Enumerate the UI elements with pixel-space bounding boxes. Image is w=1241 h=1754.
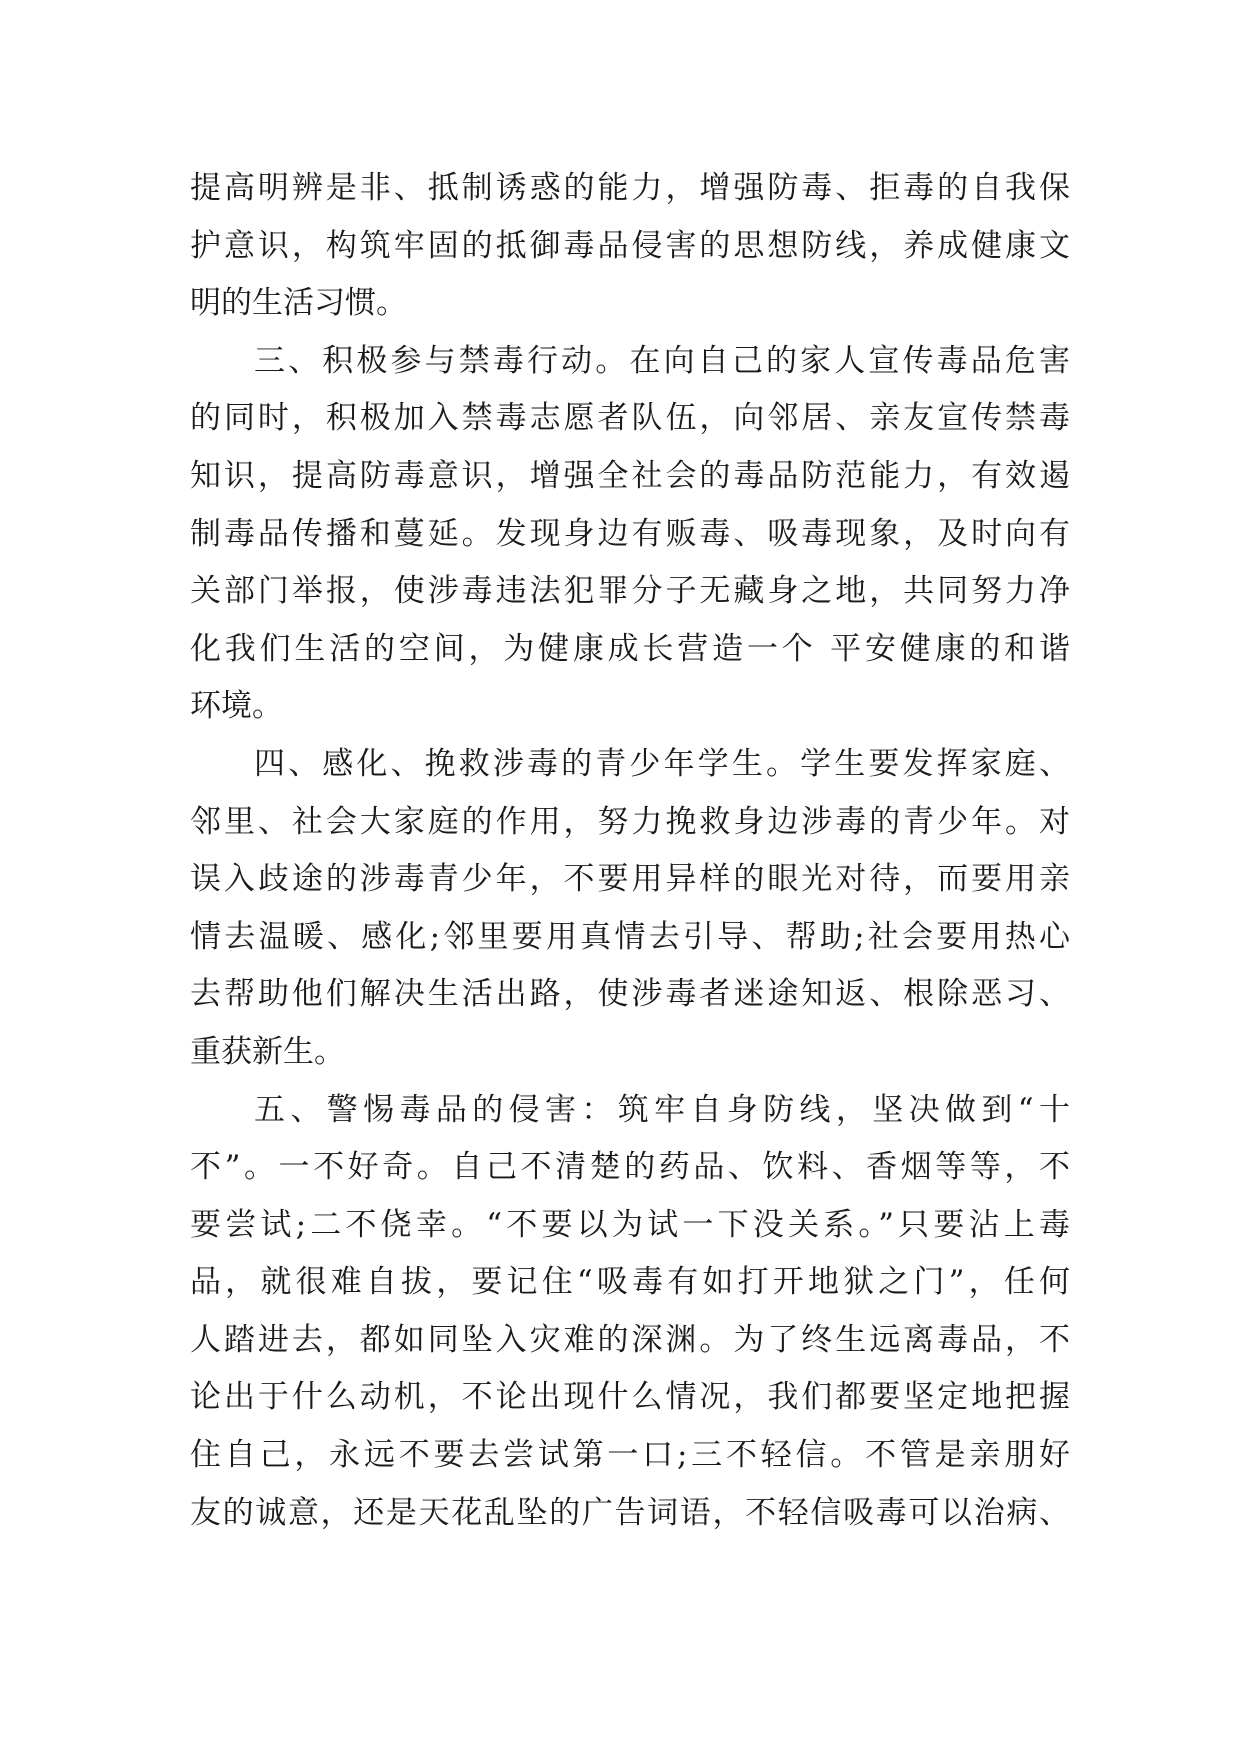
text-line: 误入歧途的涉毒青少年，不要用异样的眼光对待，而要用亲 <box>190 861 1070 898</box>
text-line: 要尝试;二不侥幸。“不要以为试一下没关系。”只要沾上毒 <box>190 1206 1070 1243</box>
paragraph-start-line: 五、警惕毒品的侵害：筑牢自身防线，坚决做到“十 <box>254 1091 1070 1128</box>
text-line: 知识，提高防毒意识，增强全社会的毒品防范能力，有效遏 <box>190 457 1070 494</box>
text-line: 的同时，积极加入禁毒志愿者队伍，向邻居、亲友宣传禁毒 <box>190 400 1070 437</box>
text-line: 不”。一不好奇。自己不清楚的药品、饮料、香烟等等，不 <box>190 1149 1070 1186</box>
text-line: 明的生活习惯。 <box>190 285 407 322</box>
body-text <box>190 160 1070 1542</box>
text-line: 品，就很难自拔，要记住“吸毒有如打开地狱之门”，任何 <box>190 1264 1070 1301</box>
text-line: 人踏进去，都如同坠入灾难的深渊。为了终生远离毒品，不 <box>190 1321 1070 1358</box>
text-line: 情去温暖、感化;邻里要用真情去引导、帮助;社会要用热心 <box>190 918 1070 955</box>
text-line: 住自己，永远不要去尝试第一口;三不轻信。不管是亲朋好 <box>190 1437 1070 1474</box>
text-line: 提高明辨是非、抵制诱惑的能力，增强防毒、拒毒的自我保 <box>190 170 1070 206</box>
text-line: 制毒品传播和蔓延。发现身边有贩毒、吸毒现象，及时向有 <box>190 515 1070 552</box>
text-line: 重获新生。 <box>190 1033 345 1070</box>
text-line: 邻里、社会大家庭的作用，努力挽救身边涉毒的青少年。对 <box>190 803 1070 840</box>
paragraph-start-line: 三、积极参与禁毒行动。在向自己的家人宣传毒品危害 <box>254 342 1070 379</box>
text-line: 关部门举报，使涉毒违法犯罪分子无藏身之地，共同努力净 <box>190 573 1070 610</box>
text-line: 护意识，构筑牢固的抵御毒品侵害的思想防线，养成健康文 <box>190 227 1070 264</box>
text-line: 友的诚意，还是天花乱坠的广告词语，不轻信吸毒可以治病、 <box>190 1494 1070 1531</box>
text-line: 化我们生活的空间，为健康成长营造一个 平安健康的和谐 <box>190 630 1070 667</box>
paragraph-start-line: 四、感化、挽救涉毒的青少年学生。学生要发挥家庭、 <box>254 745 1070 782</box>
text-line: 论出于什么动机，不论出现什么情况，我们都要坚定地把握 <box>190 1379 1070 1416</box>
text-line: 环境。 <box>190 688 283 725</box>
text-line: 去帮助他们解决生活出路，使涉毒者迷途知返、根除恶习、 <box>190 976 1070 1013</box>
